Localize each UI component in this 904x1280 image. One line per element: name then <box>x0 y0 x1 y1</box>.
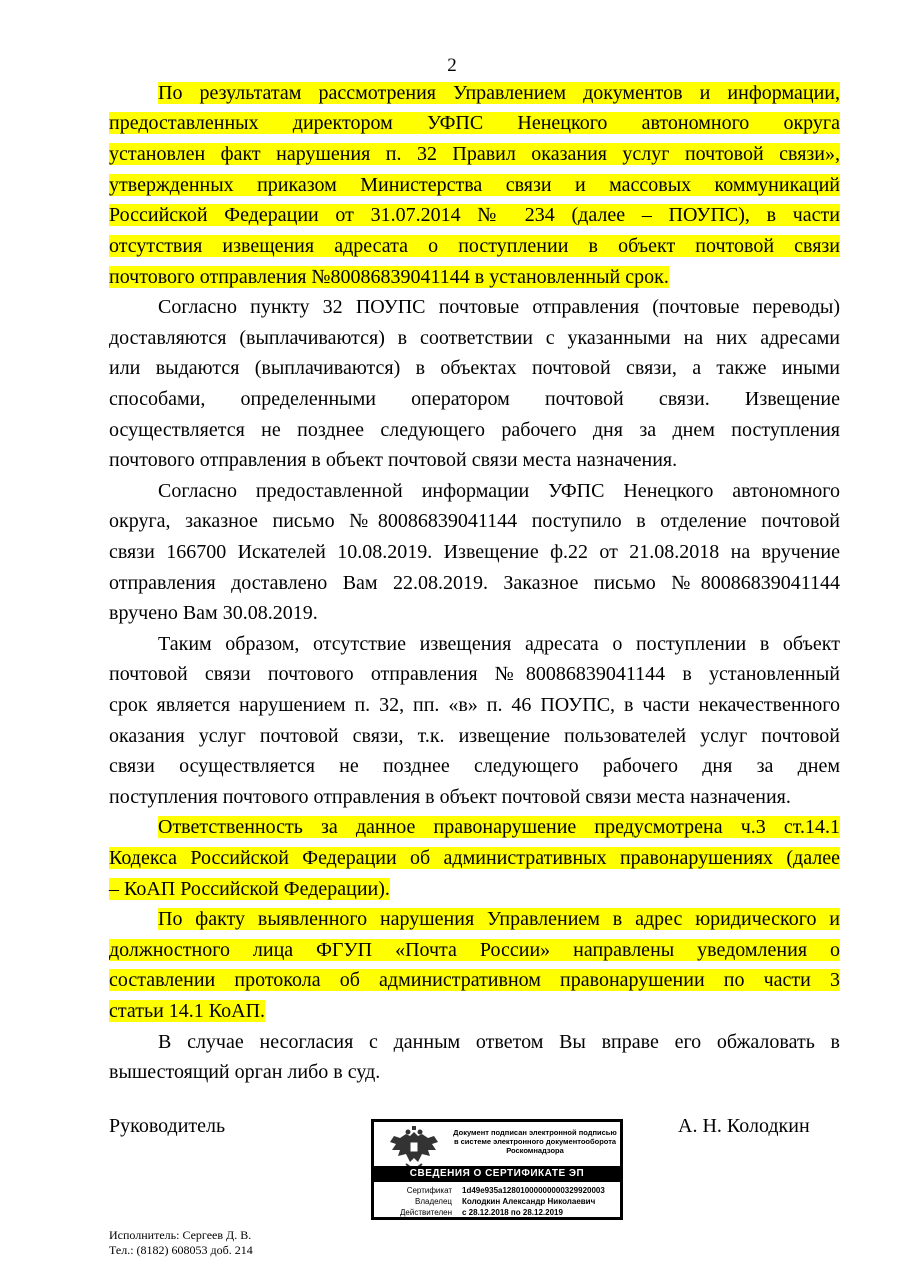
paragraph-line: или выдаются (выплачиваются) в объектах почтовой связи, а также иными <box>109 357 840 379</box>
paragraph-line: должностного лица ФГУП «Почта России» направлены уведомления о <box>109 939 840 961</box>
stamp-row-value: Колодкин Александр Николаевич <box>462 1197 596 1206</box>
paragraph-line: предоставленных директором УФПС Ненецкого автономного округа <box>109 112 840 134</box>
paragraph-line: Таким образом, отсутствие извещения адресата о поступлении в объект <box>158 633 840 655</box>
signatory-title: Руководитель <box>109 1115 226 1137</box>
paragraph-line: округа, заказное письмо №80086839041144 поступило в отделение почтовой <box>109 510 840 532</box>
paragraph-line: способами, определенными оператором почтовой связи. Извещение <box>109 388 840 410</box>
paragraph-line: поступления почтового отправления в объект почтовой связи места назначения. <box>109 786 791 808</box>
paragraph-line: почтового отправления №80086839041144 в установленный срок. <box>109 266 669 288</box>
paragraph-line: отсутствия извещения адресата о поступлении в объект почтовой связи <box>109 235 840 257</box>
stamp-band-title: СВЕДЕНИЯ О СЕРТИФИКАТЕ ЭП <box>374 1166 620 1182</box>
paragraph-line: связи осуществляется не позднее следующего рабочего дня за днем <box>109 755 840 777</box>
stamp-row-value: с 28.12.2018 по 28.12.2019 <box>462 1208 563 1217</box>
paragraph-line: доставляются (выплачиваются) в соответствии с указанными на них адресами <box>109 327 840 349</box>
paragraph-line: срок является нарушением п. 32, пп. «в» п. 46 ПОУПС, в части некачественного <box>109 694 840 716</box>
e-signature-stamp <box>371 1119 623 1220</box>
paragraph-line: В случае несогласия с данным ответом Вы вправе его обжаловать в <box>158 1031 840 1053</box>
executor-line: Исполнитель: Сергеев Д. В. <box>109 1228 252 1242</box>
paragraph-line: почтовой связи почтового отправления №80086839041144 в установленный <box>109 663 840 685</box>
stamp-row-value: 1d49e935a12801000000000329920003 <box>462 1186 605 1195</box>
paragraph-line: – КоАП Российской Федерации). <box>109 878 390 900</box>
paragraph-line: По результатам рассмотрения Управлением документов и информации, <box>158 82 840 104</box>
paragraph-line: Ответственность за данное правонарушение предусмотрена ч.3 ст.14.1 <box>158 816 840 838</box>
paragraph-line: отправления доставлено Вам 22.08.2019. Заказное письмо №80086839041144 <box>109 572 840 594</box>
paragraph-line: Кодекса Российской Федерации об административных правонарушениях (далее <box>109 847 840 869</box>
paragraph-line: связи 166700 Искателей 10.08.2019. Извещение ф.22 от 21.08.2018 на вручение <box>109 541 840 563</box>
stamp-row-validity <box>374 1207 620 1219</box>
paragraph-line: Согласно пункту 32 ПОУПС почтовые отправления (почтовые переводы) <box>158 296 840 318</box>
stamp-row-label: Владелец <box>414 1197 452 1206</box>
paragraph-line: утвержденных приказом Министерства связи и массовых коммуникаций <box>109 174 840 196</box>
paragraph-line: По факту выявленного нарушения Управлением в адрес юридического и <box>158 908 840 930</box>
phone-line: Тел.: (8182) 608053 доб. 214 <box>109 1243 253 1257</box>
page-number: 2 <box>447 55 457 76</box>
paragraph-line: вручено Вам 30.08.2019. <box>109 602 318 624</box>
paragraph-line: вышестоящий орган либо в суд. <box>109 1061 381 1083</box>
signatory-name: А. Н. Колодкин <box>678 1115 810 1137</box>
paragraph-line: почтового отправления в объект почтовой связи места назначения. <box>109 449 678 471</box>
paragraph-line: установлен факт нарушения п. 32 Правил оказания услуг почтовой связи», <box>109 143 840 165</box>
paragraph-line: статьи 14.1 КоАП. <box>109 1000 266 1022</box>
stamp-row-label: Сертификат <box>406 1186 452 1195</box>
paragraph-line: Согласно предоставленной информации УФПС Ненецкого автономного <box>158 480 840 502</box>
paragraph-line: составлении протокола об административном правонарушении по части 3 <box>109 969 840 991</box>
paragraph-line: осуществляется не позднее следующего рабочего дня за днем поступления <box>109 419 840 441</box>
paragraph-line: оказания услуг почтовой связи, т.к. извещение пользователей услуг почтовой <box>109 725 840 747</box>
paragraph-line: Российской Федерации от 31.07.2014 № 234 (далее – ПОУПС), в части <box>109 204 840 226</box>
stamp-row-label: Действителен <box>399 1208 452 1217</box>
stamp-header: Документ подписан электронной подписью в системе электронного документооборота Роскомнадзора <box>453 1128 617 1155</box>
